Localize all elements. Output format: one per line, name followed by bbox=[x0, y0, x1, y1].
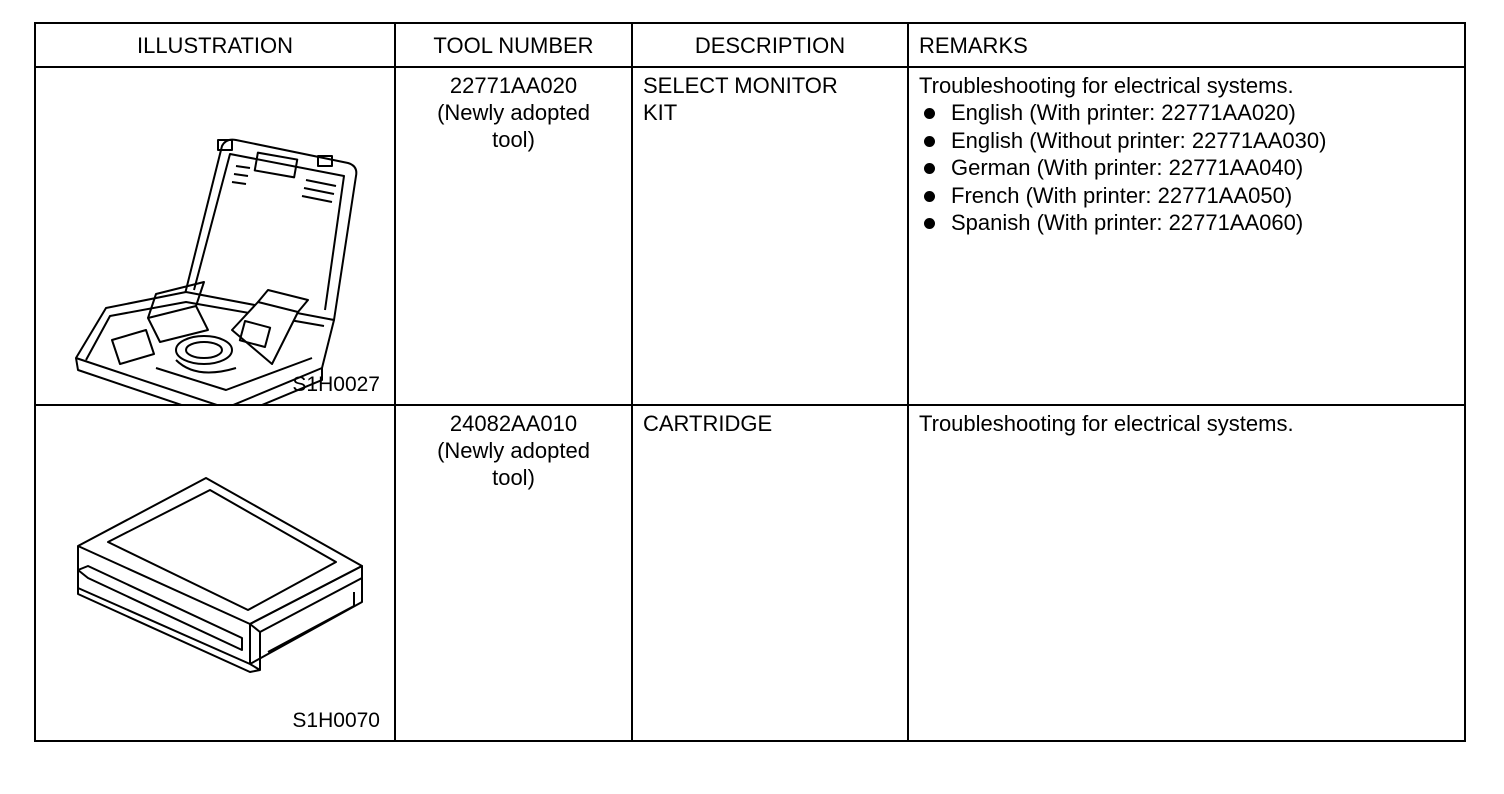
select-monitor-kit-illustration bbox=[36, 68, 396, 404]
bullet-text: English (Without printer: 22771AA030) bbox=[951, 127, 1327, 153]
description-line-1: SELECT MONITOR bbox=[643, 73, 838, 98]
bullet-text: French (With printer: 22771AA050) bbox=[951, 182, 1293, 208]
illustration-code: S1H0070 bbox=[292, 709, 380, 732]
list-item bbox=[919, 182, 1454, 210]
tool-note-line-2: tool) bbox=[492, 465, 535, 490]
tool-note-line-1: (Newly adopted bbox=[437, 438, 590, 463]
bullet-icon bbox=[924, 218, 935, 229]
remarks-cell bbox=[908, 405, 1465, 741]
cartridge-illustration bbox=[36, 406, 396, 740]
bullet-text: Spanish (With printer: 22771AA060) bbox=[951, 210, 1304, 235]
bullet-icon bbox=[924, 136, 935, 147]
bullet-text: German (With printer: 22771AA040) bbox=[951, 155, 1304, 180]
remarks-cell bbox=[908, 67, 1465, 405]
tool-number-cell bbox=[395, 67, 632, 405]
header-tool-number: TOOL NUMBER bbox=[395, 23, 632, 67]
header-remarks: REMARKS bbox=[908, 23, 1465, 67]
list-item bbox=[919, 127, 1454, 155]
illustration-cell bbox=[35, 67, 395, 405]
tool-number-cell bbox=[395, 405, 632, 741]
list-item bbox=[919, 154, 1454, 182]
tool-number: 22771AA020 bbox=[449, 73, 578, 98]
bullet-icon bbox=[924, 163, 935, 174]
bullet-icon bbox=[924, 108, 935, 119]
table-row bbox=[35, 67, 1465, 405]
tool-note-line-1: (Newly adopted bbox=[437, 100, 590, 125]
remark-text: Troubleshooting for electrical systems. bbox=[919, 411, 1294, 436]
remark-text: Troubleshooting for electrical systems. bbox=[919, 73, 1294, 98]
list-item bbox=[919, 99, 1454, 127]
description-cell bbox=[632, 405, 908, 741]
description-line-1: CARTRIDGE bbox=[643, 411, 773, 436]
illustration-code: S1H0027 bbox=[292, 373, 380, 396]
special-tools-table bbox=[34, 22, 1466, 742]
tool-number: 24082AA010 bbox=[449, 411, 578, 436]
bullet-icon bbox=[924, 191, 935, 202]
description-line-2: KIT bbox=[643, 100, 678, 125]
bullet-text: English (With printer: 22771AA020) bbox=[951, 100, 1296, 125]
remark-bullet-list bbox=[919, 99, 1454, 237]
list-item bbox=[919, 209, 1454, 237]
description-cell bbox=[632, 67, 908, 405]
header-row bbox=[35, 23, 1465, 67]
header-illustration: ILLUSTRATION bbox=[35, 23, 395, 67]
illustration-cell bbox=[35, 405, 395, 741]
table-row bbox=[35, 405, 1465, 741]
tool-note-line-2: tool) bbox=[492, 127, 535, 152]
header-description: DESCRIPTION bbox=[632, 23, 908, 67]
